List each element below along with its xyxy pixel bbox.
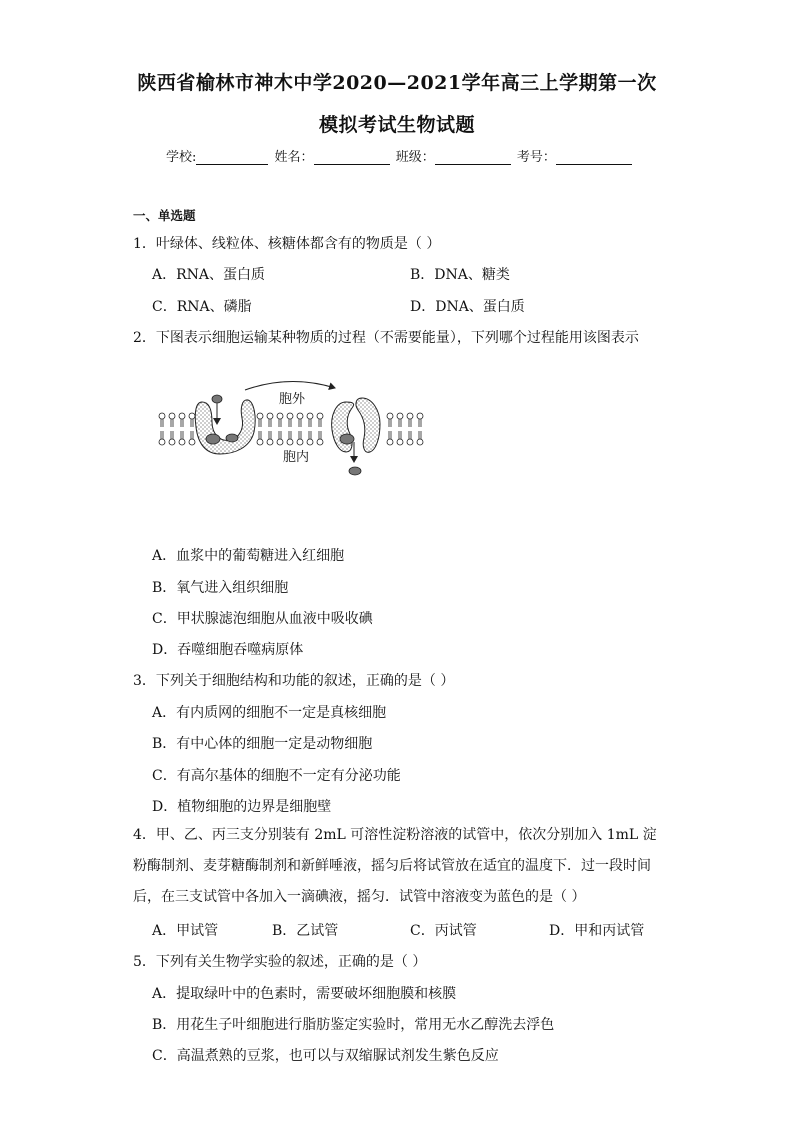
q1-option-b[interactable]: B．DNA、糖类 (410, 267, 510, 283)
q1-option-d[interactable]: D．DNA、蛋白质 (410, 299, 525, 315)
question-3-stem: 3．下列关于细胞结构和功能的叙述，正确的是（ ） (133, 673, 455, 689)
q3-option-c[interactable]: C．有高尔基体的细胞不一定有分泌功能 (152, 768, 401, 784)
solute-molecule-bound-2 (226, 434, 238, 442)
name-label: 姓名： (274, 150, 314, 165)
solute-molecule-released (340, 434, 354, 444)
question-1-stem: 1．叶绿体、线粒体、核糖体都含有的物质是（ ） (133, 236, 441, 252)
phospholipid-bilayer-right (387, 413, 423, 445)
class-field[interactable] (435, 150, 511, 165)
conformation-change-arrow (245, 381, 335, 390)
q4-option-d[interactable]: D．甲和丙试管 (549, 923, 645, 939)
question-2-stem: 2．下图表示细胞运输某种物质的过程（不需要能量），下列哪个过程能用该图表示 (133, 330, 639, 346)
carrier-protein-open-outside (195, 400, 255, 454)
inside-label: 胞内 (283, 450, 310, 465)
outside-label: 胞外 (279, 392, 306, 407)
q4-option-a[interactable]: A．甲试管 (152, 923, 219, 939)
exam-title-line2: 模拟考试生物试题 (318, 114, 475, 136)
q3-option-b[interactable]: B．有中心体的细胞一定是动物细胞 (152, 736, 373, 752)
q3-option-d[interactable]: D．植物细胞的边界是细胞壁 (152, 799, 332, 815)
exam-number-field[interactable] (556, 150, 632, 165)
q3-option-a[interactable]: A．有内质网的细胞不一定是真核细胞 (152, 705, 387, 721)
q2-option-a[interactable]: A．血浆中的葡萄糖进入红细胞 (152, 548, 345, 564)
q2-option-c[interactable]: C．甲状腺滤泡细胞从血液中吸收碘 (152, 611, 373, 627)
question-5-stem: 5．下列有关生物学实验的叙述，正确的是（ ） (133, 954, 427, 970)
exam-title-line1: 陕西省榆林市神木中学2020—2021学年高三上学期第一次 (137, 72, 657, 94)
name-field[interactable] (314, 150, 390, 165)
section-title: 一、单选题 (133, 208, 196, 223)
q2-option-d[interactable]: D．吞噬细胞吞噬病原体 (152, 642, 304, 658)
q1-option-a[interactable]: A．RNA、蛋白质 (152, 267, 266, 283)
question-4-stem: 4．甲、乙、丙三支分别装有 2mL 可溶性淀粉溶液的试管中，依次分别加入 1mL 淀粉酶制剂、麦芽糖酶制剂和新鲜唾液，摇匀后将试管放在适宜的温度下．过一段时间后，在三支试管中各加入一滴碘液，摇匀．试管中溶液变为蓝色的是（ ） (133, 827, 657, 905)
q2-option-b[interactable]: B．氧气进入组织细胞 (152, 580, 289, 596)
q4-option-b[interactable]: B．乙试管 (272, 923, 339, 939)
q5-option-a[interactable]: A．提取绿叶中的色素时，需要破坏细胞膜和核膜 (152, 986, 457, 1002)
student-info-row (166, 146, 632, 165)
school-field[interactable] (196, 150, 268, 165)
school-label: 学校: (166, 150, 197, 165)
exam-number-label: 考号： (516, 150, 556, 165)
carrier-protein-open-inside (332, 398, 380, 452)
solute-molecule-outside (212, 395, 222, 403)
phospholipid-bilayer-middle (257, 413, 323, 445)
q1-option-c[interactable]: C．RNA、磷脂 (152, 299, 252, 315)
solute-molecule-inside (349, 467, 361, 475)
class-label: 班级： (395, 150, 435, 165)
membrane-transport-figure (150, 372, 440, 487)
q5-option-c[interactable]: C．高温煮熟的豆浆，也可以与双缩脲试剂发生紫色反应 (152, 1048, 499, 1064)
solute-molecule-bound (206, 434, 220, 444)
phospholipid-bilayer-left (159, 413, 195, 445)
q4-option-c[interactable]: C．丙试管 (410, 923, 477, 939)
q5-option-b[interactable]: B．用花生子叶细胞进行脂肪鉴定实验时，常用无水乙醇洗去浮色 (152, 1017, 555, 1033)
